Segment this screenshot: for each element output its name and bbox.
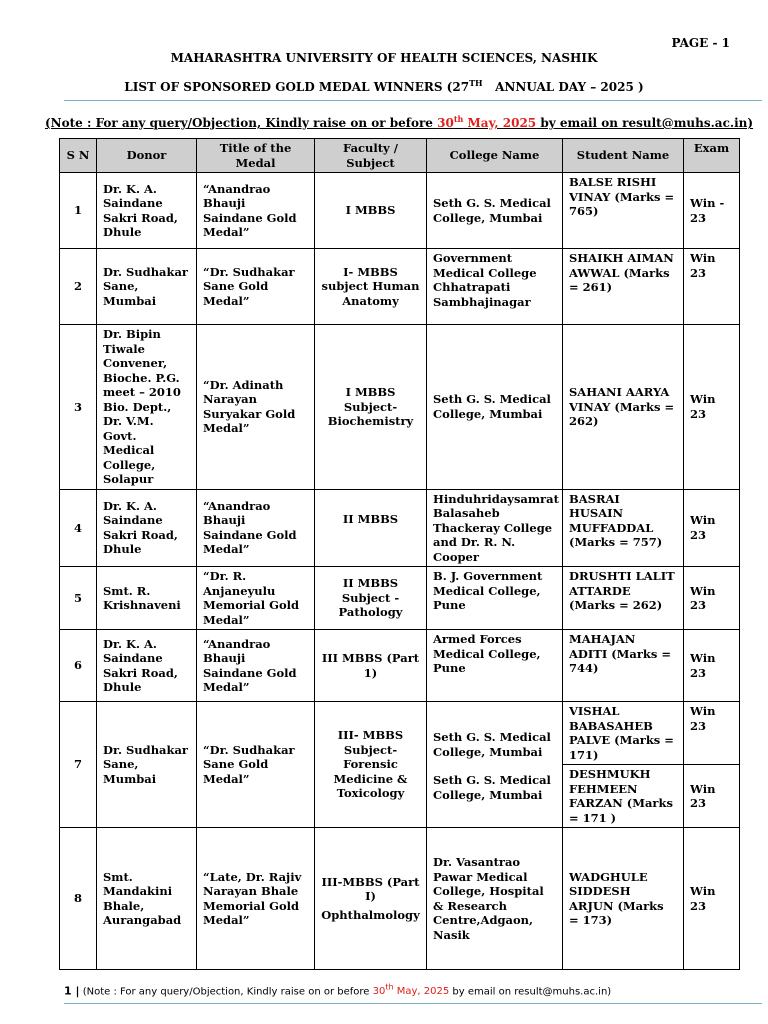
- footer-note: 1 | (Note : For any query/Objection, Kindly raise on or before 30th May, 2025 by email on result@muhs.ac.in): [64, 983, 612, 998]
- cell-faculty: [315, 828, 427, 970]
- cell-student: BASRAI HUSAIN MUFFADDAL (Marks = 757): [563, 489, 684, 567]
- cell-donor: Smt. R. Krishnaveni: [97, 567, 197, 630]
- cell-sn: 4: [60, 489, 97, 567]
- cell-exam: Win 23: [684, 702, 740, 765]
- cell-sn: 2: [60, 249, 97, 325]
- cell-sn: 8: [60, 828, 97, 970]
- note-line: (Note : For any query/Objection, Kindly raise on or before 30th May, 2025 by email on result@muhs.ac.in): [44, 114, 754, 130]
- cell-exam: Win 23: [684, 630, 740, 702]
- cell-title: “Dr. Adinath Narayan Suryakar Gold Medal”: [197, 325, 315, 490]
- cell-faculty: III- MBBS Subject- Forensic Medicine & Toxicology: [315, 702, 427, 828]
- header-donor: Donor: [97, 139, 197, 173]
- cell-college: Hinduhridaysamrat Balasaheb Thackeray College and Dr. R. N. Cooper: [427, 489, 563, 567]
- cell-donor: Dr. K. A. Saindane Sakri Road, Dhule: [97, 630, 197, 702]
- cell-title: “Dr. R. Anjaneyulu Memorial Gold Medal”: [197, 567, 315, 630]
- header-college: College Name: [427, 139, 563, 173]
- cell-faculty: III MBBS (Part 1): [315, 630, 427, 702]
- cell-exam: Win 23: [684, 325, 740, 490]
- table-row: [60, 249, 740, 325]
- table-row: [60, 630, 740, 702]
- cell-college: Seth G. S. Medical College, Mumbai: [427, 325, 563, 490]
- cell-student: DRUSHTI LALIT ATTARDE (Marks = 262): [563, 567, 684, 630]
- winners-table: [59, 138, 740, 970]
- cell-title: “Anandrao Bhauji Saindane Gold Medal”: [197, 173, 315, 249]
- cell-title: “Anandrao Bhauji Saindane Gold Medal”: [197, 630, 315, 702]
- header-faculty: Faculty / Subject: [315, 139, 427, 173]
- cell-exam: Win 23: [684, 567, 740, 630]
- cell-student: BALSE RISHI VINAY (Marks = 765): [563, 173, 684, 249]
- cell-sn: 6: [60, 630, 97, 702]
- cell-sn: 3: [60, 325, 97, 490]
- faculty-subject: Ophthalmology: [321, 907, 420, 922]
- faculty-name: III-MBBS (Part I): [321, 874, 420, 904]
- table-row: [60, 567, 740, 630]
- cell-exam: Win 23: [684, 765, 740, 828]
- header-student: Student Name: [563, 139, 684, 173]
- table-row: [60, 702, 740, 765]
- cell-student: DESHMUKH FEHMEEN FARZAN (Marks = 171 ): [563, 765, 684, 828]
- cell-college: [427, 702, 563, 828]
- cell-college: Dr. Vasantrao Pawar Medical College, Hospital & Research Centre,Adgaon, Nasik: [427, 828, 563, 970]
- page-number: PAGE - 1: [671, 36, 730, 50]
- cell-sn: 7: [60, 702, 97, 828]
- table-row: [60, 489, 740, 567]
- college-name-a: Seth G. S. Medical College, Mumbai: [433, 730, 551, 759]
- cell-exam: Win 23: [684, 489, 740, 567]
- cell-faculty: I MBBS Subject- Biochemistry: [315, 325, 427, 490]
- cell-title: “Anandrao Bhauji Saindane Gold Medal”: [197, 489, 315, 567]
- cell-college: Government Medical College Chhatrapati Sambhajinagar: [427, 249, 563, 325]
- list-title: LIST OF SPONSORED GOLD MEDAL WINNERS (27TH ANNUAL DAY – 2025 ): [124, 78, 644, 94]
- cell-faculty: II MBBS: [315, 489, 427, 567]
- table-row: [60, 828, 740, 970]
- table-header-row: [60, 139, 740, 173]
- cell-donor: Dr. Sudhakar Sane, Mumbai: [97, 249, 197, 325]
- cell-title: “Dr. Sudhakar Sane Gold Medal”: [197, 249, 315, 325]
- header-title: Title of the Medal: [197, 139, 315, 173]
- footer-page-number: 1 |: [64, 984, 80, 998]
- cell-title: “Dr. Sudhakar Sane Gold Medal”: [197, 702, 315, 828]
- cell-college: Armed Forces Medical College, Pune: [427, 630, 563, 702]
- cell-student: WADGHULE SIDDESH ARJUN (Marks = 173): [563, 828, 684, 970]
- cell-college: Seth G. S. Medical College, Mumbai: [427, 173, 563, 249]
- cell-title: “Late, Dr. Rajiv Narayan Bhale Memorial Gold Medal”: [197, 828, 315, 970]
- cell-donor: Dr. Sudhakar Sane, Mumbai: [97, 702, 197, 828]
- cell-student: SAHANI AARYA VINAY (Marks = 262): [563, 325, 684, 490]
- cell-exam: Win - 23: [684, 173, 740, 249]
- header-exam: Exam: [684, 139, 740, 173]
- cell-student: SHAIKH AIMAN AWWAL (Marks = 261): [563, 249, 684, 325]
- cell-donor: Smt. Mandakini Bhale, Aurangabad: [97, 828, 197, 970]
- university-title: MAHARASHTRA UNIVERSITY OF HEALTH SCIENCES, NASHIK: [170, 51, 598, 65]
- header-sn: S N: [60, 139, 97, 173]
- table-row: [60, 173, 740, 249]
- cell-faculty: I MBBS: [315, 173, 427, 249]
- college-name-b: Seth G. S. Medical College, Mumbai: [433, 773, 551, 802]
- footer-divider: [64, 1003, 762, 1004]
- cell-donor: Dr. K. A. Saindane Sakri Road, Dhule: [97, 173, 197, 249]
- cell-faculty: I- MBBS subject Human Anatomy: [315, 249, 427, 325]
- table-row: [60, 325, 740, 490]
- cell-faculty: II MBBS Subject -Pathology: [315, 567, 427, 630]
- cell-donor: Dr. Bipin Tiwale Convener, Bioche. P.G. meet – 2010 Bio. Dept., Dr. V.M. Govt. Medical College, Solapur: [97, 325, 197, 490]
- cell-exam: Win 23: [684, 828, 740, 970]
- cell-sn: 1: [60, 173, 97, 249]
- cell-student: VISHAL BABASAHEB PALVE (Marks = 171): [563, 702, 684, 765]
- cell-student: MAHAJAN ADITI (Marks = 744): [563, 630, 684, 702]
- cell-sn: 5: [60, 567, 97, 630]
- cell-donor: Dr. K. A. Saindane Sakri Road, Dhule: [97, 489, 197, 567]
- cell-exam: Win 23: [684, 249, 740, 325]
- header-divider: [64, 100, 762, 101]
- cell-college: B. J. Government Medical College, Pune: [427, 567, 563, 630]
